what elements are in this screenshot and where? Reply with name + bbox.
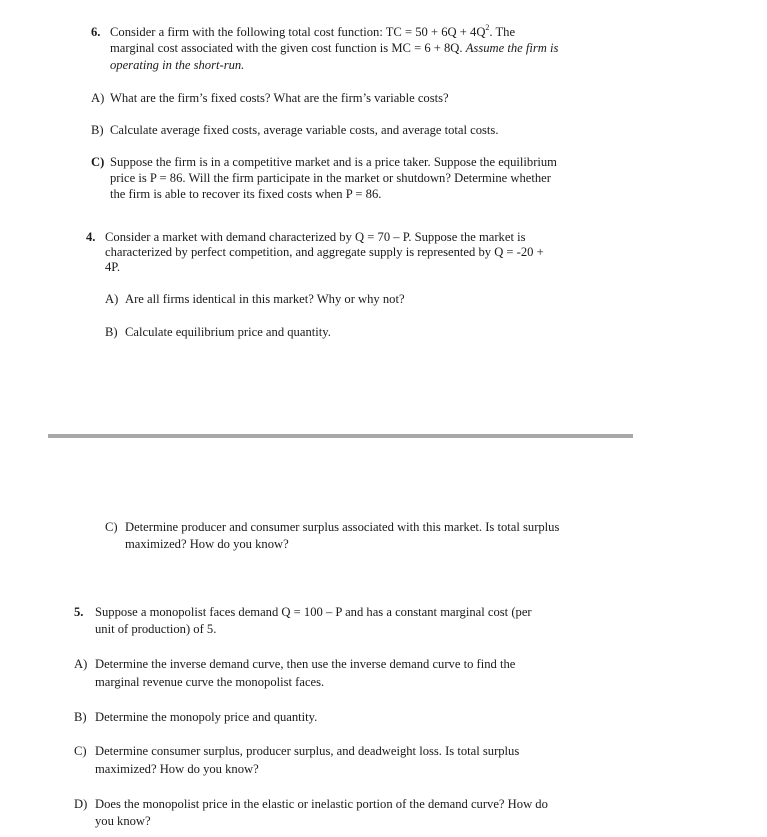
part-b-label: B) bbox=[91, 123, 104, 137]
question-number: 6. bbox=[91, 25, 101, 39]
part-c-line: price is P = 86. Will the firm participate in the market or shutdown? Determine whether bbox=[110, 171, 551, 185]
part-b-text: Determine the monopoly price and quantity. bbox=[95, 710, 318, 724]
question-number: 4. bbox=[86, 230, 96, 244]
part-c-line: the firm is able to recover its fixed costs when P = 86. bbox=[110, 187, 382, 201]
question-text-line: Consider a market with demand characterized by Q = 70 – P. Suppose the market is bbox=[105, 230, 526, 244]
part-a-line: marginal revenue curve the monopolist faces. bbox=[95, 675, 325, 689]
part-a-text: Are all firms identical in this market? Why or why not? bbox=[125, 292, 405, 306]
part-b-text: Calculate equilibrium price and quantity. bbox=[125, 325, 331, 339]
part-b-label: B) bbox=[105, 325, 118, 339]
question-text-line: Consider a firm with the following total cost function: TC = $50 + 6Q + 4Q^2$. The bbox=[110, 22, 516, 39]
part-c-line: maximized? How do you know? bbox=[125, 537, 289, 551]
part-a-label: A) bbox=[91, 91, 105, 105]
part-a-label: A) bbox=[74, 657, 88, 671]
question-text-line: marginal cost associated with the given cost function is MC = 6 + 8Q. Assume the firm is bbox=[110, 41, 559, 55]
question-text-line: operating in the short-run. bbox=[110, 58, 245, 72]
question-number: 5. bbox=[74, 605, 84, 619]
part-c-line: Determine producer and consumer surplus associated with this market. Is total surplus bbox=[125, 520, 560, 534]
part-c-line: Suppose the firm is in a competitive market and is a price taker. Suppose the equilibrium bbox=[110, 155, 557, 169]
part-c-line: Determine consumer surplus, producer surplus, and deadweight loss. Is total surplus bbox=[95, 744, 520, 758]
part-d-line: Does the monopolist price in the elastic or inelastic portion of the demand curve? How do bbox=[95, 797, 548, 811]
part-d-label: D) bbox=[74, 797, 88, 811]
part-b-label: B) bbox=[74, 710, 87, 724]
part-d-line: you know? bbox=[95, 814, 151, 828]
question-text-line: Suppose a monopolist faces demand Q = 100 – P and has a constant marginal cost (per bbox=[95, 605, 532, 619]
part-c-label: C) bbox=[74, 744, 87, 758]
question-text-line: 4P. bbox=[105, 260, 121, 274]
part-c-line: maximized? How do you know? bbox=[95, 762, 259, 776]
part-a-label: A) bbox=[105, 292, 119, 306]
part-a-line: Determine the inverse demand curve, then use the inverse demand curve to find the bbox=[95, 657, 516, 671]
part-b-text: Calculate average fixed costs, average variable costs, and average total costs. bbox=[110, 123, 499, 137]
part-a-text: What are the firm’s fixed costs? What are the firm’s variable costs? bbox=[110, 91, 449, 105]
page-divider bbox=[48, 434, 633, 438]
question-text-line: unit of production) of 5. bbox=[95, 622, 217, 636]
part-c-label: C) bbox=[91, 155, 105, 169]
question-text-line: characterized by perfect competition, and aggregate supply is represented by Q = -20 + bbox=[105, 245, 544, 259]
part-c-label: C) bbox=[105, 520, 118, 534]
